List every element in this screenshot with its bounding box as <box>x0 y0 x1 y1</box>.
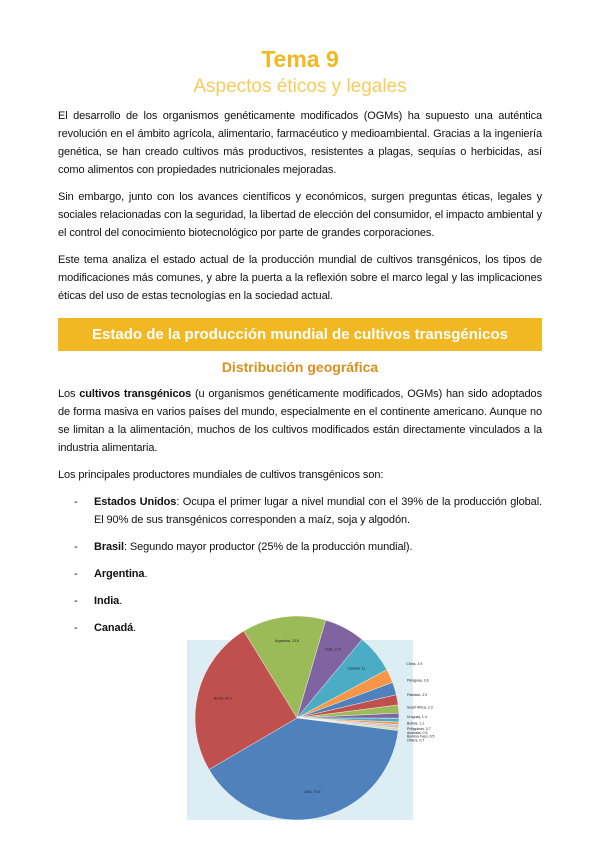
slice-label: Uruguay, 1.4 <box>407 714 427 719</box>
list-item <box>58 538 542 556</box>
text: : Ocupa el primer lugar a nivel mundial con el 39% de la producción global. El 90% de sus transgénicos corresponden a maíz, soja y algodón. <box>94 496 542 526</box>
distribution-section <box>58 385 542 646</box>
section-heading: Estado de la producción mundial de cultivos transgénicos <box>58 318 542 351</box>
text: (u organismos genéticamente modificados, OGMs) han sido adoptados de forma masiva en varios países del mundo, especialmente en el continente americano. Aunque no se limitan a la alimentación, muchos de los cultivos modificados están directamente vinculados a la industria alimentaria. <box>58 388 542 454</box>
pie-chart-image <box>187 639 435 820</box>
list-item <box>58 565 542 583</box>
list-item <box>58 592 542 610</box>
bold-text: Argentina <box>94 568 145 580</box>
intro-section <box>58 107 542 314</box>
slice-label: Paraguay, 3.6 <box>407 678 429 683</box>
intro-paragraph: Sin embargo, junto con los avances científicos y económicos, surgen preguntas éticas, legales y sociales relacionadas con la seguridad, la libertad de elección del consumidor, el impacto ambiental y el control del conocimiento biotecnológico por parte de grandes corporaciones. <box>58 191 542 239</box>
slice-label: Bolivia, 1.1 <box>407 721 425 726</box>
intro-paragraph: Este tema analiza el estado actual de la producción mundial de cultivos transgénicos, los tipos de modificaciones más comunes, y abre la puerta a la reflexión sobre el marco legal y las implicaciones éticas del uso de estas tecnologías en la sociedad actual. <box>58 254 542 302</box>
text: . <box>133 622 137 634</box>
bullet-dash: - <box>74 541 78 553</box>
slice-label: Pakistan, 2.9 <box>407 693 428 698</box>
slice-label: Brazil, 44.2 <box>214 696 232 701</box>
slice-label: India, 11.6 <box>324 647 341 652</box>
text: Los <box>58 388 80 400</box>
paragraph <box>58 385 542 457</box>
slice-label: Argentina, 23.8 <box>275 639 299 644</box>
slice-label: Canada, 11 <box>347 666 366 671</box>
pie-chart <box>187 639 435 820</box>
subsection-heading: Distribución geográfica <box>221 359 379 375</box>
text: . <box>119 595 123 607</box>
bullet-dash: - <box>74 568 78 580</box>
slice-label: Philippines, 0.7 <box>407 726 431 731</box>
bold-text: Brasil <box>94 541 124 553</box>
bold-text: cultivos transgénicos <box>79 388 192 400</box>
slice-label: South Africa, 2.3 <box>407 705 433 710</box>
producer-list <box>58 493 542 637</box>
list-item <box>58 493 542 529</box>
slice-label: USA, 70.9 <box>304 789 321 794</box>
paragraph: Los principales productores mundiales de cultivos transgénicos son: <box>58 469 384 481</box>
bold-text: Canadá <box>94 622 134 634</box>
slice-label: Australia, 0.5 <box>407 730 428 735</box>
intro-paragraph: El desarrollo de los organismos genéticamente modificados (OGMs) ha supuesto una auténtica revolución en el ámbito agrícola, alimentario, farmacéutico y medioambiental. Gracias a la ingeniería genética, se han creado cultivos más productivos, resistentes a plagas, sequías o herbicidas, así como alimentos con propiedades nutricionales mejoradas. <box>58 110 542 176</box>
text: . <box>144 568 148 580</box>
slice-label: Burkina Faso, 0.5 <box>407 734 435 739</box>
bold-text: India <box>94 595 120 607</box>
page-subtitle: Aspectos éticos y legales <box>193 76 407 97</box>
bullet-dash: - <box>74 595 78 607</box>
page-title: Tema 9 <box>261 46 339 72</box>
slice-label: Others, 0.7 <box>407 738 425 743</box>
slice-label: China, 3.9 <box>406 662 423 667</box>
bullet-dash: - <box>74 622 78 634</box>
bullet-dash: - <box>74 496 78 508</box>
bold-text: Estados Unidos <box>94 496 177 508</box>
text: : Segundo mayor productor (25% de la producción mundial). <box>123 541 413 553</box>
